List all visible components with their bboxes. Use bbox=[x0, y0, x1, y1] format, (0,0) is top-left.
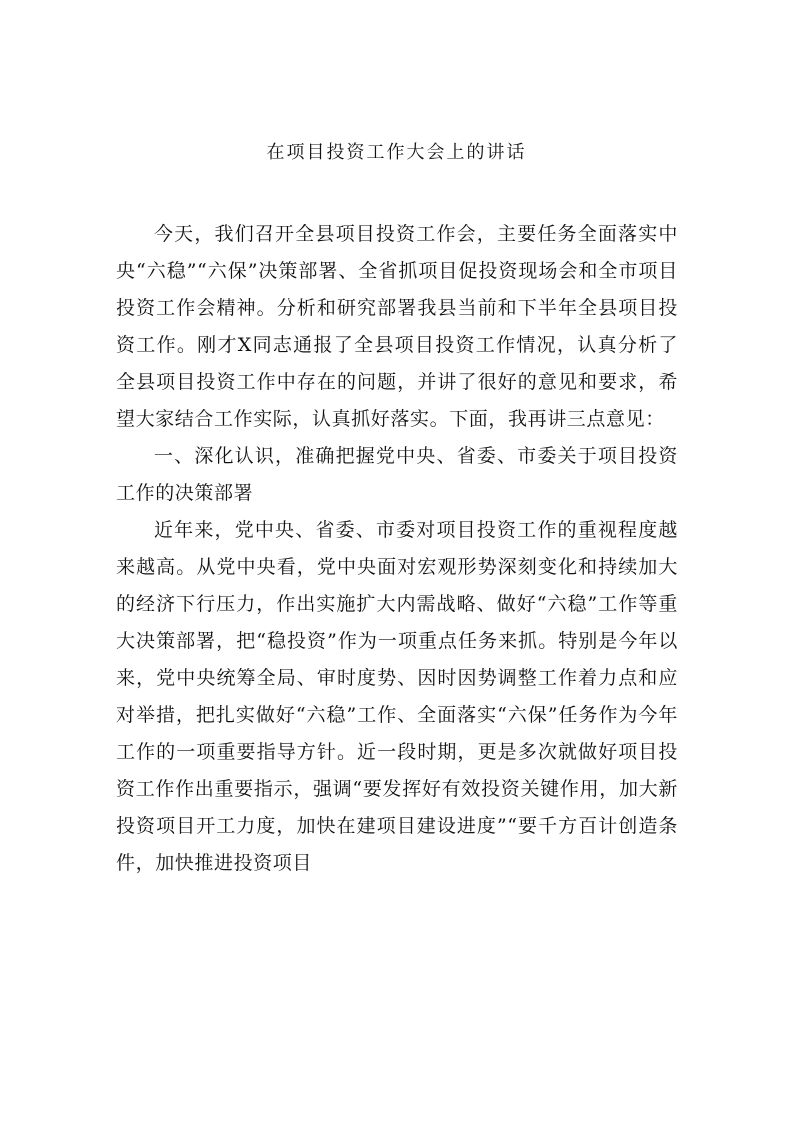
page-title: 在项目投资工作大会上的讲话 bbox=[266, 142, 527, 163]
section-heading-1: 一、深化认识，准确把握党中央、省委、市委关于项目投资工作的决策部署 bbox=[116, 445, 678, 504]
document-body bbox=[116, 216, 678, 882]
paragraph-section-1: 近年来，党中央、省委、市委对项目投资工作的重视程度越来越高。从党中央看，党中央面对宏观形势深刻变化和持续加大的经济下行压力，作出实施扩大内需战略、做好“六稳”工作等重大决策部署，把“稳投资”作为一项重点任务来抓。特别是今年以来，党中央统筹全局、审时度势、因时因势调整工作着力点和应对举措，把扎实做好“六稳”工作、全面落实“六保”任务作为今年工作的一项重要指导方针。近一段时期，更是多次就做好项目投资工作作出重要指示，强调“要发挥好有效投资关键作用，加大新投资项目开工力度，加快在建项目建设进度”“要千方百计创造条件，加快推进投资项目 bbox=[116, 519, 678, 874]
paragraph-intro: 今天，我们召开全县项目投资工作会，主要任务全面落实中央“六稳”“六保”决策部署、全省抓项目促投资现场会和全市项目投资工作会精神。分析和研究部署我县当前和下半年全县项目投资工作。刚才X同志通报了全县项目投资工作情况，认真分析了全县项目投资工作中存在的问题，并讲了很好的意见和要求，希望大家结合工作实际，认真抓好落实。下面，我再讲三点意见： bbox=[116, 223, 678, 430]
